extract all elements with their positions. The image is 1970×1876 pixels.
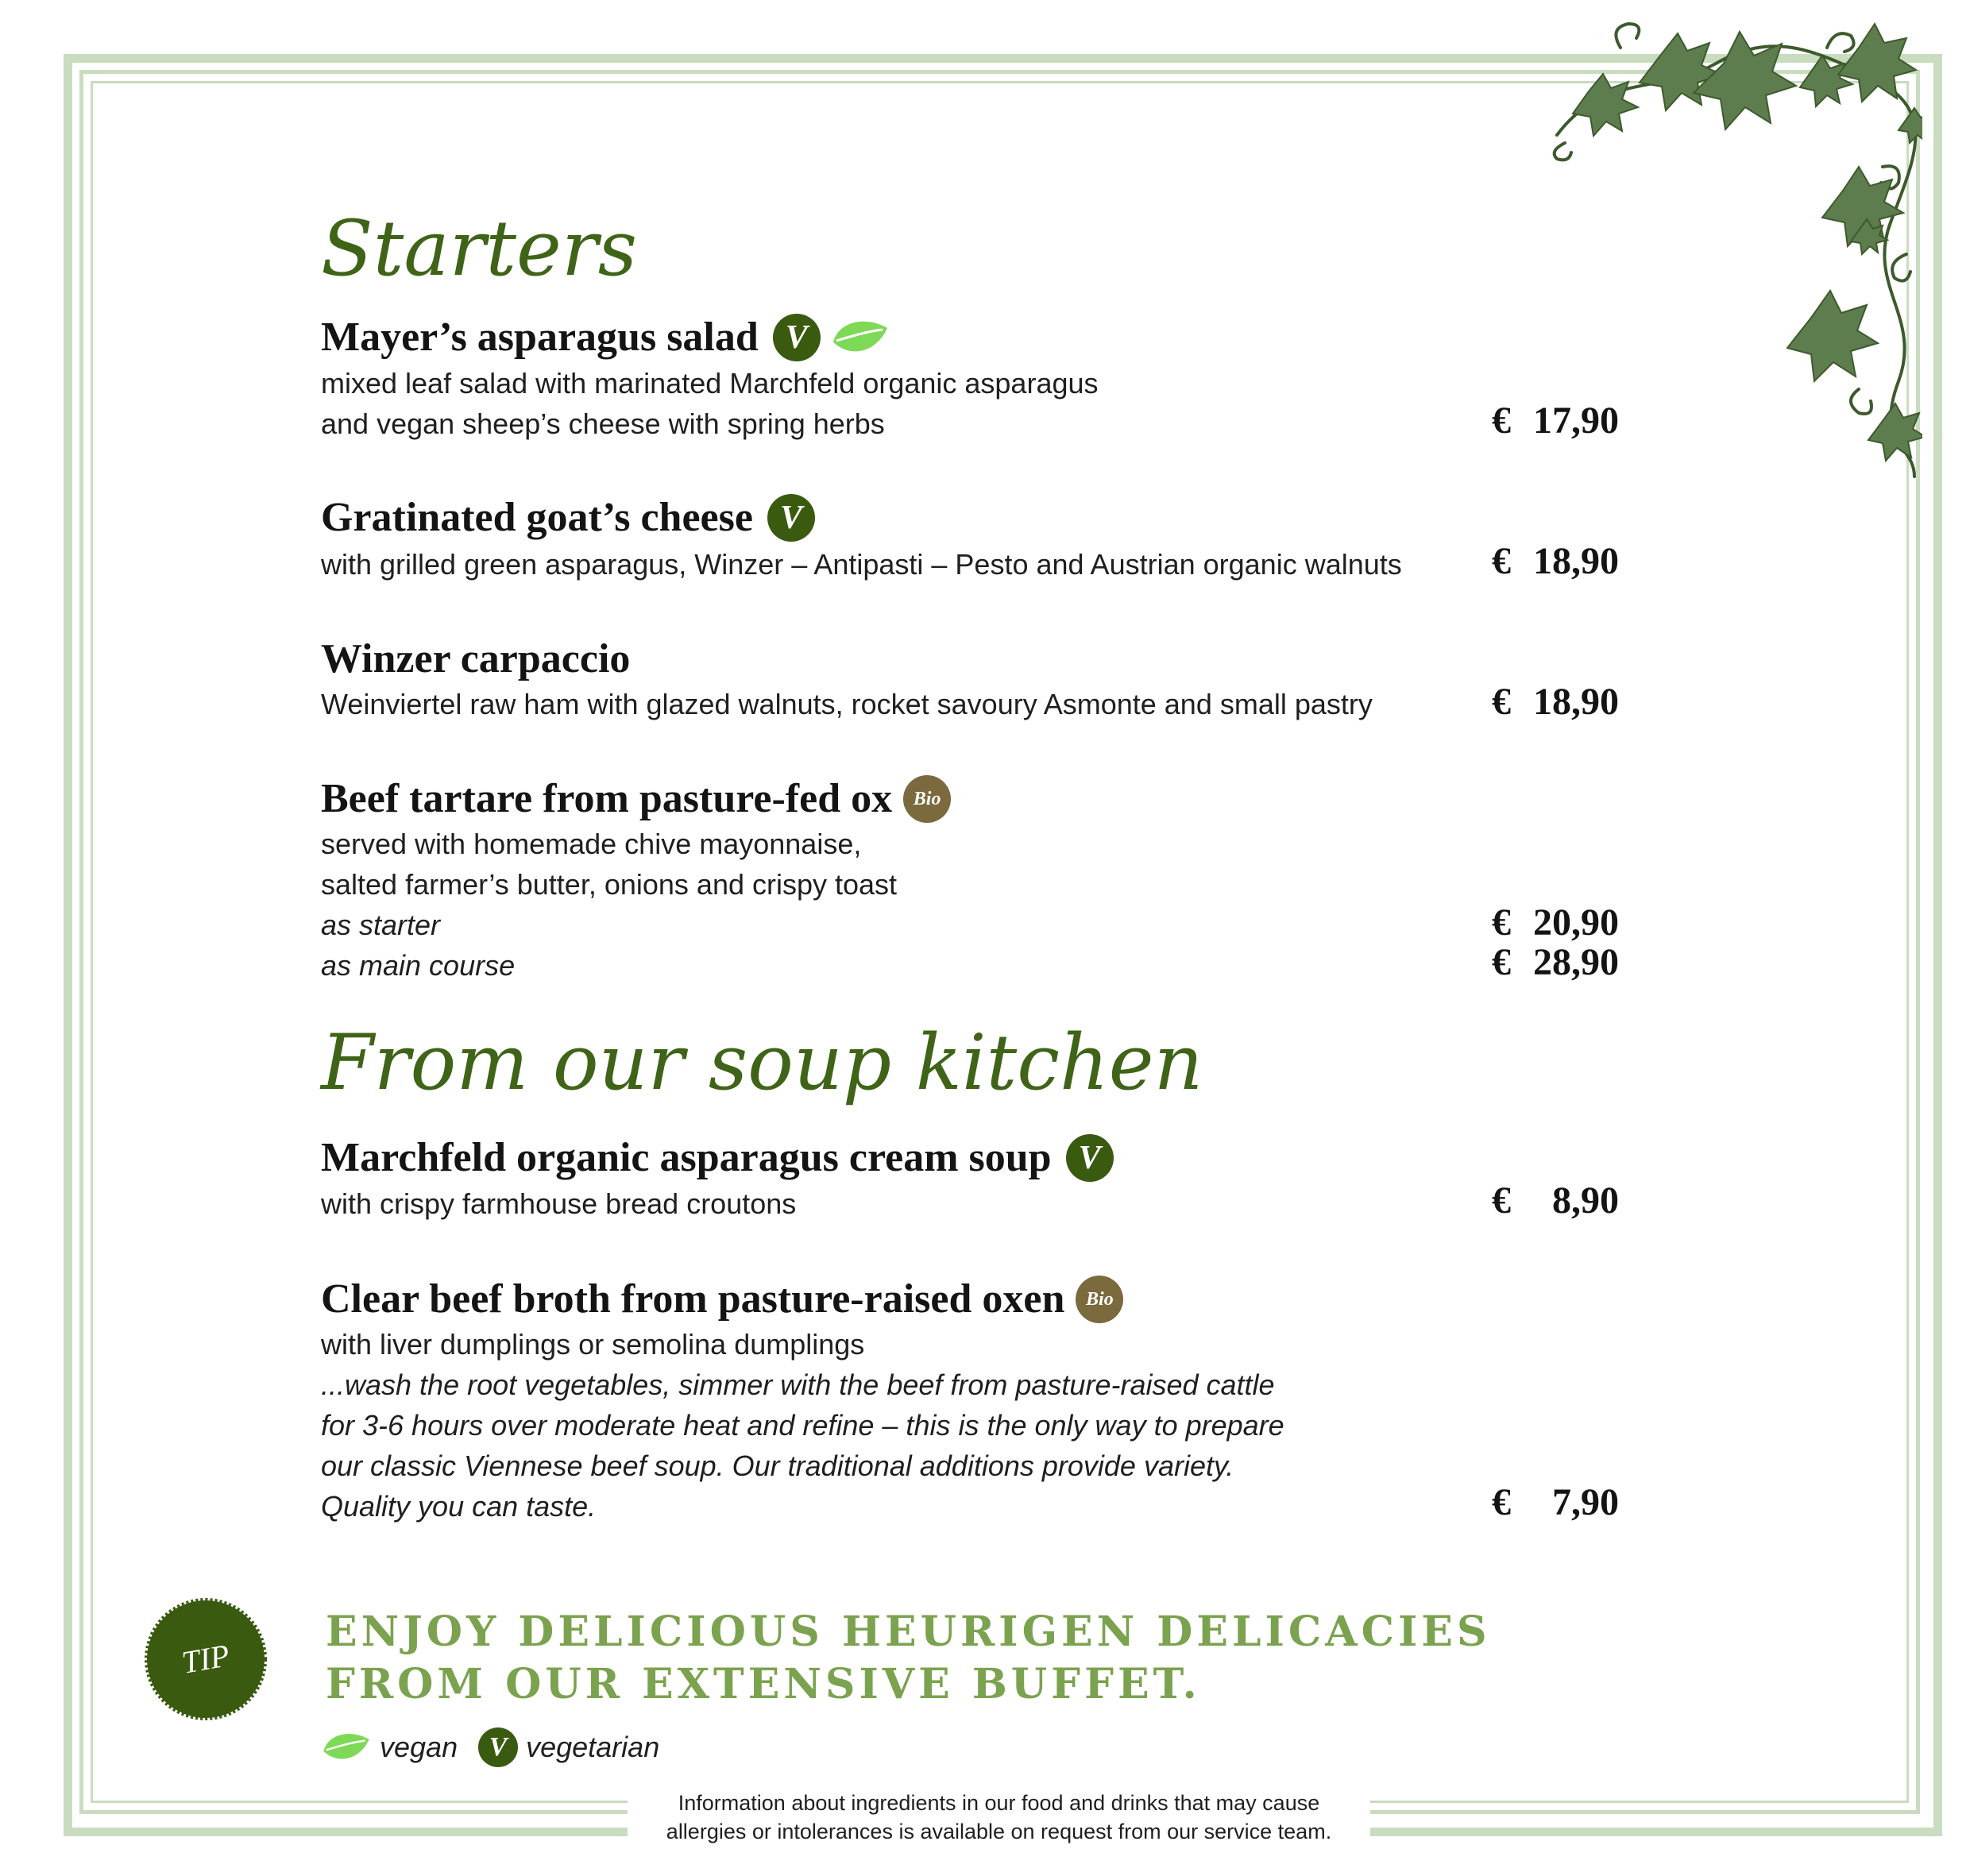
promo-line: ENJOY DELICIOUS HEURIGEN DELICACIES (326, 1608, 1491, 1656)
item-name: Beef tartare from pasture-fed ox (321, 776, 893, 821)
item-story: for 3-6 hours over moderate heat and refine – this is the only way to prepare (321, 1409, 1284, 1442)
item-price (1492, 681, 1619, 722)
allergen-footnote (628, 1789, 1370, 1846)
item-price (1492, 1180, 1619, 1221)
vegetarian-badge-icon: V (773, 314, 821, 361)
item-price (1492, 541, 1619, 581)
legend-label-vegan: vegan (380, 1731, 458, 1763)
option-price (1492, 942, 1619, 982)
bio-badge-icon: Bio (1076, 1276, 1123, 1323)
price-value: 28,90 (1533, 941, 1619, 983)
currency-symbol: € (1492, 901, 1511, 944)
price-value: 18,90 (1533, 681, 1619, 723)
option-price (1492, 902, 1619, 943)
item-description: with liver dumplings or semolina dumplings (321, 1328, 865, 1361)
promo-line: FROM OUR EXTENSIVE BUFFET. (326, 1660, 1201, 1708)
item-name: Clear beef broth from pasture-raised oxen (321, 1276, 1065, 1322)
currency-symbol: € (1492, 681, 1511, 723)
item-description: and vegan sheep’s cheese with spring herbs (321, 407, 885, 440)
legend-label-vegetarian: vegetarian (526, 1731, 660, 1763)
currency-symbol: € (1492, 941, 1511, 983)
section-title-soup-kitchen: From our soup kitchen (321, 1018, 1203, 1107)
price-value: 8,90 (1552, 1179, 1619, 1222)
price-value: 17,90 (1533, 400, 1619, 442)
price-value: 20,90 (1533, 901, 1619, 944)
item-price (1492, 400, 1619, 441)
item-description: served with homemade chive mayonnaise, (321, 828, 862, 860)
item-description: mixed leaf salad with marinated Marchfeld organic asparagus (321, 367, 1099, 400)
option-label: as main course (321, 949, 516, 982)
item-story: our classic Viennese beef soup. Our traditional additions provide variety. (321, 1449, 1234, 1482)
item-description: with crispy farmhouse bread croutons (321, 1187, 797, 1220)
item-description: salted farmer’s butter, onions and crispy toast (321, 868, 898, 901)
item-story: Quality you can taste. (321, 1490, 597, 1523)
bio-badge-icon: Bio (903, 775, 951, 823)
item-description: with grilled green asparagus, Winzer – Antipasti – Pesto and Austrian organic walnuts (321, 548, 1402, 581)
currency-symbol: € (1492, 400, 1511, 442)
item-name: Mayer’s asparagus salad (321, 315, 759, 360)
vegan-leaf-icon (830, 315, 890, 360)
diet-legend (321, 1727, 680, 1767)
price-value: 7,90 (1552, 1481, 1619, 1523)
item-description: Weinviertel raw ham with glazed walnuts, rocket savoury Asmonte and small pastry (321, 688, 1373, 720)
currency-symbol: € (1492, 540, 1511, 582)
section-title-starters: Starters (321, 204, 638, 293)
currency-symbol: € (1492, 1179, 1511, 1222)
vegetarian-badge-icon: V (767, 494, 815, 542)
vegan-leaf-icon (321, 1727, 372, 1767)
footnote-line: Information about ingredients in our food and drinks that may cause (678, 1791, 1320, 1815)
price-value: 18,90 (1533, 540, 1619, 582)
tip-badge (143, 1596, 268, 1722)
tip-badge-label: TIP (179, 1637, 233, 1681)
buffet-promo (326, 1606, 1491, 1711)
option-label: as starter (321, 909, 441, 941)
footnote-line: allergies or intolerances is available on request from our service team. (666, 1820, 1332, 1843)
vegetarian-badge-icon: V (478, 1727, 518, 1767)
vegetarian-badge-icon: V (1066, 1134, 1114, 1182)
item-story: ...wash the root vegetables, simmer with the beef from pasture-raised cattle (321, 1368, 1275, 1401)
item-price (1492, 1482, 1619, 1523)
item-name: Winzer carpaccio (321, 636, 631, 681)
item-name: Gratinated goat’s cheese (321, 495, 753, 540)
currency-symbol: € (1492, 1481, 1511, 1523)
item-name: Marchfeld organic asparagus cream soup (321, 1135, 1052, 1180)
